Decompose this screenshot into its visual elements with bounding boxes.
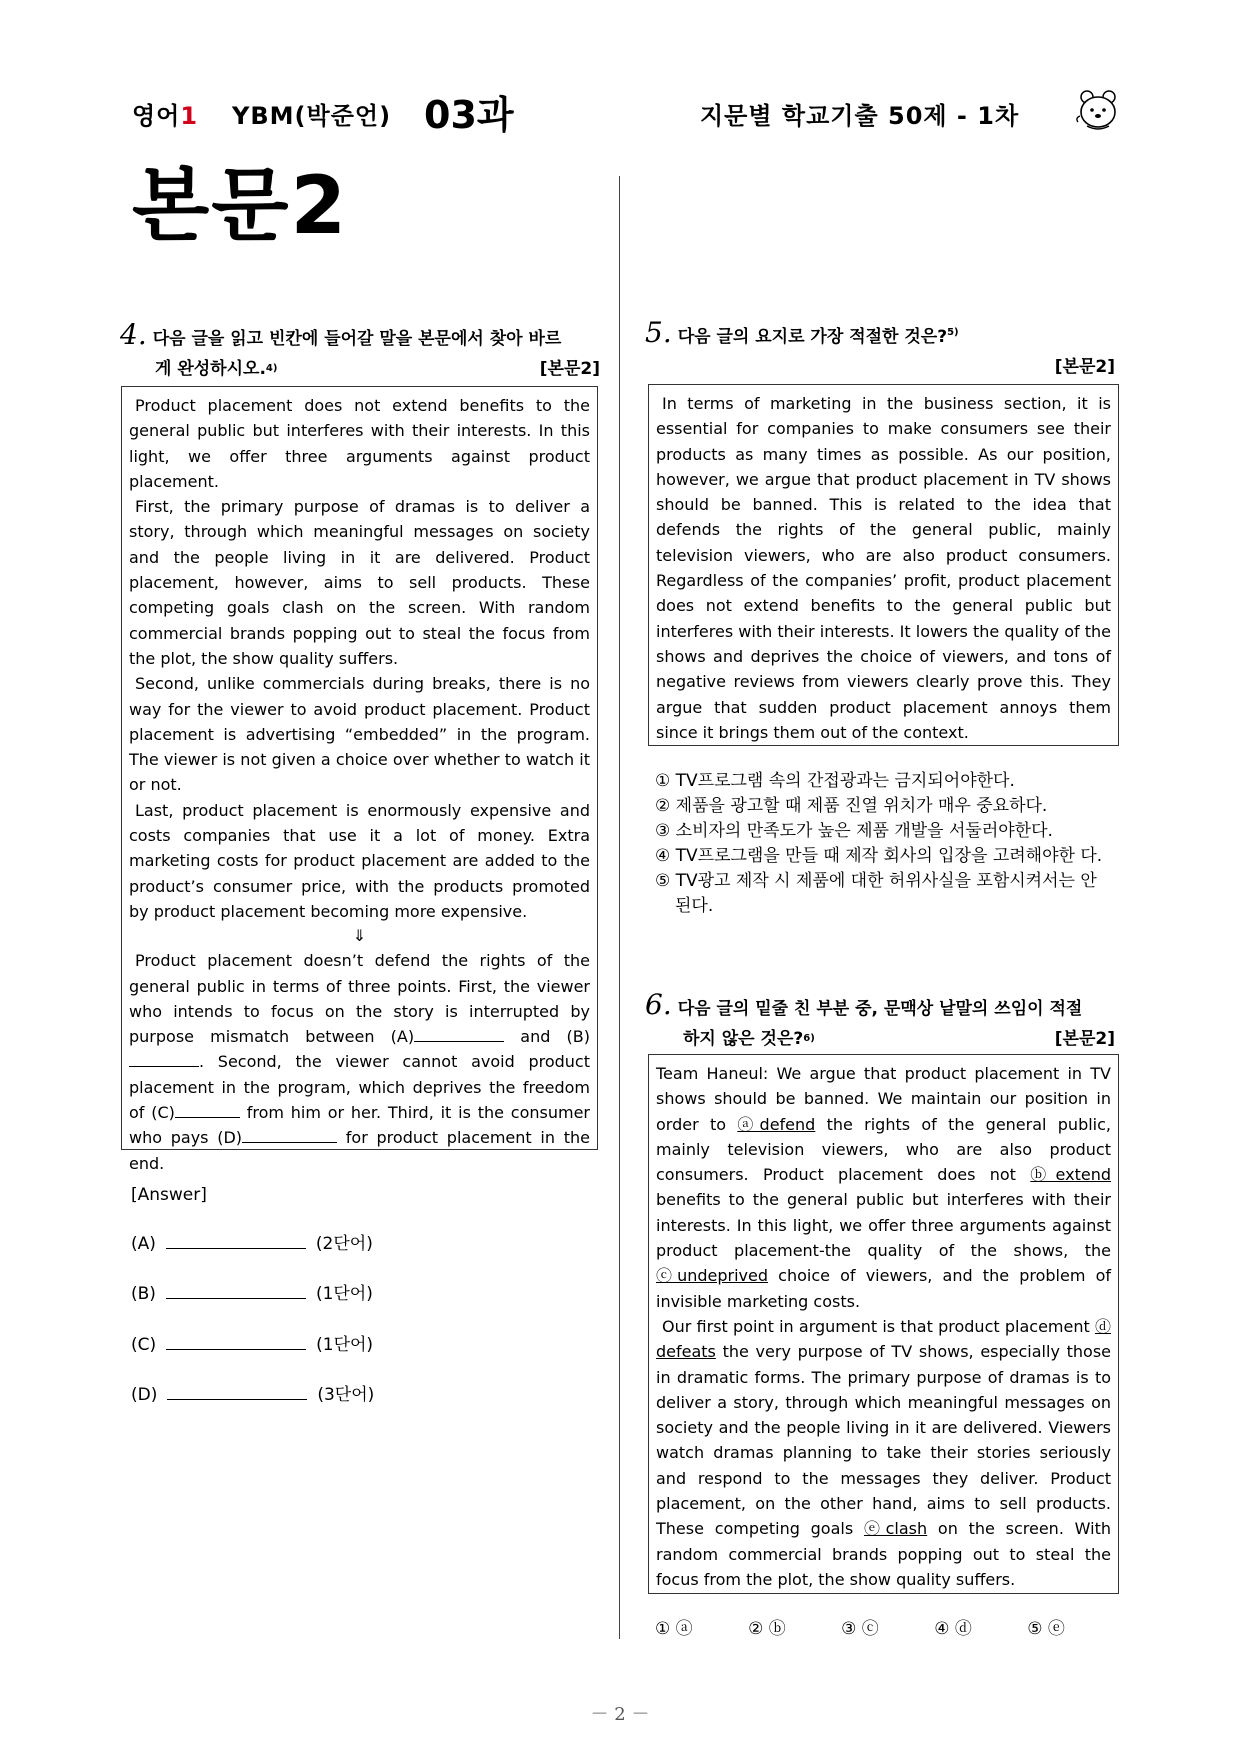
q6-choice-2[interactable]: ② ⓑ [748, 1619, 786, 1639]
q5-option-1[interactable]: ① TV프로그램 속의 간접광과는 금지되어야한다. [655, 771, 1015, 791]
q6-tag: [본문2] [1054, 1029, 1115, 1049]
q5-option-2[interactable]: ② 제품을 광고할 때 제품 진열 위치가 매우 중요하다. [655, 796, 1048, 816]
q6-choice-5[interactable]: ⑤ ⓔ [1027, 1619, 1065, 1639]
underline-b: ⓑextend [1030, 1165, 1111, 1185]
q6-choice-1[interactable]: ① ⓐ [655, 1619, 693, 1639]
lesson-title: 03과 [424, 93, 514, 137]
q5-options [655, 769, 1117, 919]
q4-passage-box: Product placement does not extend benefits to the general public but interferes with their interests. In this light, we offer three arguments against product placement. First, the primary purpose of dramas is to deliver a story, through which meaningful messages on society and the people living in it are delivered. Product placement, however, aims to sell products. These competing goals clash on the screen. With random commercial brands popping out to steal the focus from the plot, the show quality suffers. Second, unlike commercials during breaks, there is no way for the viewer to avoid product placement. Product placement is advertising “embedded” in the program. The viewer is not given a choice over whether to watch it or not. Last, product placement is enormously expensive and costs companies that use it a lot of money. Extra marketing costs for product placement are added to the product’s consumer price, with the products promoted by product placement becoming more expensive. ⇓ Product placement doesn’t defend the rights of the general public in terms of three points. First, the viewer who intends to focus on the story is interrupted by purpose mismatch between (A) and (B). Second, the viewer cannot avoid product placement in the program, which deprives the freedom of (C) from him or her. Third, it is the consumer who pays (D) for product placement in the end. [121, 386, 598, 1150]
q6-choices [655, 1617, 1115, 1642]
q5-prompt: 5. 다음 글의 요지로 가장 적절한 것은?$^{5)}$ [본문2] [645, 318, 1115, 382]
q6-choice-4[interactable]: ④ ⓓ [934, 1619, 972, 1639]
answer-row-c: (C) (1단어) [131, 1335, 374, 1355]
q5-tag: [본문2] [1054, 357, 1115, 377]
blank-b [129, 1052, 199, 1067]
bear-mascot-icon [1074, 86, 1122, 134]
q5-option-5[interactable]: ⑤ TV광고 제작 시 제품에 대한 허위사실을 포함시켜서는 안 된다. [655, 871, 1097, 916]
blank-a [414, 1027, 504, 1042]
blank-c [175, 1103, 240, 1118]
q4-summary: Product placement doesn’t defend the rights of the general public in terms of three points. First, the viewer who intends to focus on the story is interrupted by purpose mismatch between (A) and (B). Second, the viewer cannot avoid product placement in the program, which deprives the freedom of (C) from him or her. Third, it is the consumer who pays (D) for product placement in the end. [129, 951, 590, 1173]
q6-prompt: 6. 다음 글의 밑줄 친 부분 중, 문맥상 낱말의 쓰임이 적절 하지 않은 것은?$^{6)}$ [본문2] [645, 990, 1115, 1054]
underline-a: ⓐdefend [737, 1114, 816, 1134]
column-divider [619, 176, 620, 1639]
down-arrow-icon: ⇓ [352, 926, 367, 946]
publisher-label: YBM(박준언) [232, 102, 392, 130]
page-number: － 2 － [590, 1704, 650, 1725]
set-title: 지문별 학교기출 50제 - 1차 [700, 102, 1020, 130]
subject-label: 영어1 [132, 102, 199, 130]
section-title: 본문2 [132, 159, 349, 252]
q5-option-4[interactable]: ④ TV프로그램을 만들 때 제작 회사의 입장을 고려해야한 다. [655, 846, 1103, 866]
q4-tag: [본문2] [539, 359, 600, 379]
answer-label: [Answer] [131, 1185, 207, 1205]
underline-c: ⓒundeprived [656, 1266, 768, 1286]
q5-passage-box: In terms of marketing in the business section, it is essential for companies to make consumers see their products as many times as possible. As our position, however, we argue that product placement in TV shows should be banned. This is related to the idea that defends the rights of the general public, mainly television viewers, who are also product consumers. Regardless of the companies’ profit, product placement does not extend benefits to the general public but interferes with their interests. It lowers the quality of the shows and deprives the choice of viewers, and tons of negative reviews from viewers clearly prove this. They argue that sudden product placement annoys them since it brings them out of the context. [648, 384, 1119, 746]
blank-d [242, 1128, 337, 1143]
q6-choice-3[interactable]: ③ ⓒ [841, 1619, 879, 1639]
underline-d: ⓓ defeats [656, 1316, 1111, 1362]
answer-row-b: (B) (1단어) [131, 1284, 373, 1304]
answer-row-a: (A) (2단어) [131, 1234, 373, 1254]
underline-e: ⓔclash [863, 1519, 928, 1539]
q6-passage-box: Team Haneul: We argue that product placement in TV shows should be banned. We maintain our position in order to ⓐdefend the rights of the general public, mainly television viewers, who are also product consumers. Product placement does not ⓑextend benefits to the general public but interferes with their interests. In this light, we offer three arguments against product placement-the quality of the shows, the ⓒundeprived choice of viewers, and the problem of invisible marketing costs. Our first point in argument is that product placement ⓓ defeats the very purpose of TV shows, especially those in dramatic forms. The primary purpose of dramas is to deliver a story, through which meaningful messages on society and the people living in it are delivered. Viewers watch dramas planning to take their stories seriously and respond to the messages they deliver. Product placement, on the other hand, aims to sell products. These competing goals ⓔclash on the screen. With random commercial brands popping out to steal the focus from the plot, the show quality suffers. [648, 1054, 1119, 1594]
q5-option-3[interactable]: ③ 소비자의 만족도가 높은 제품 개발을 서둘러야한다. [655, 821, 1053, 841]
q4-prompt: 4. 다음 글을 읽고 빈칸에 들어갈 말을 본문에서 찾아 바르 게 완성하시오.$^{4)}$ [본문2] [120, 320, 600, 384]
answer-row-d: (D) (3단어) [131, 1385, 375, 1405]
